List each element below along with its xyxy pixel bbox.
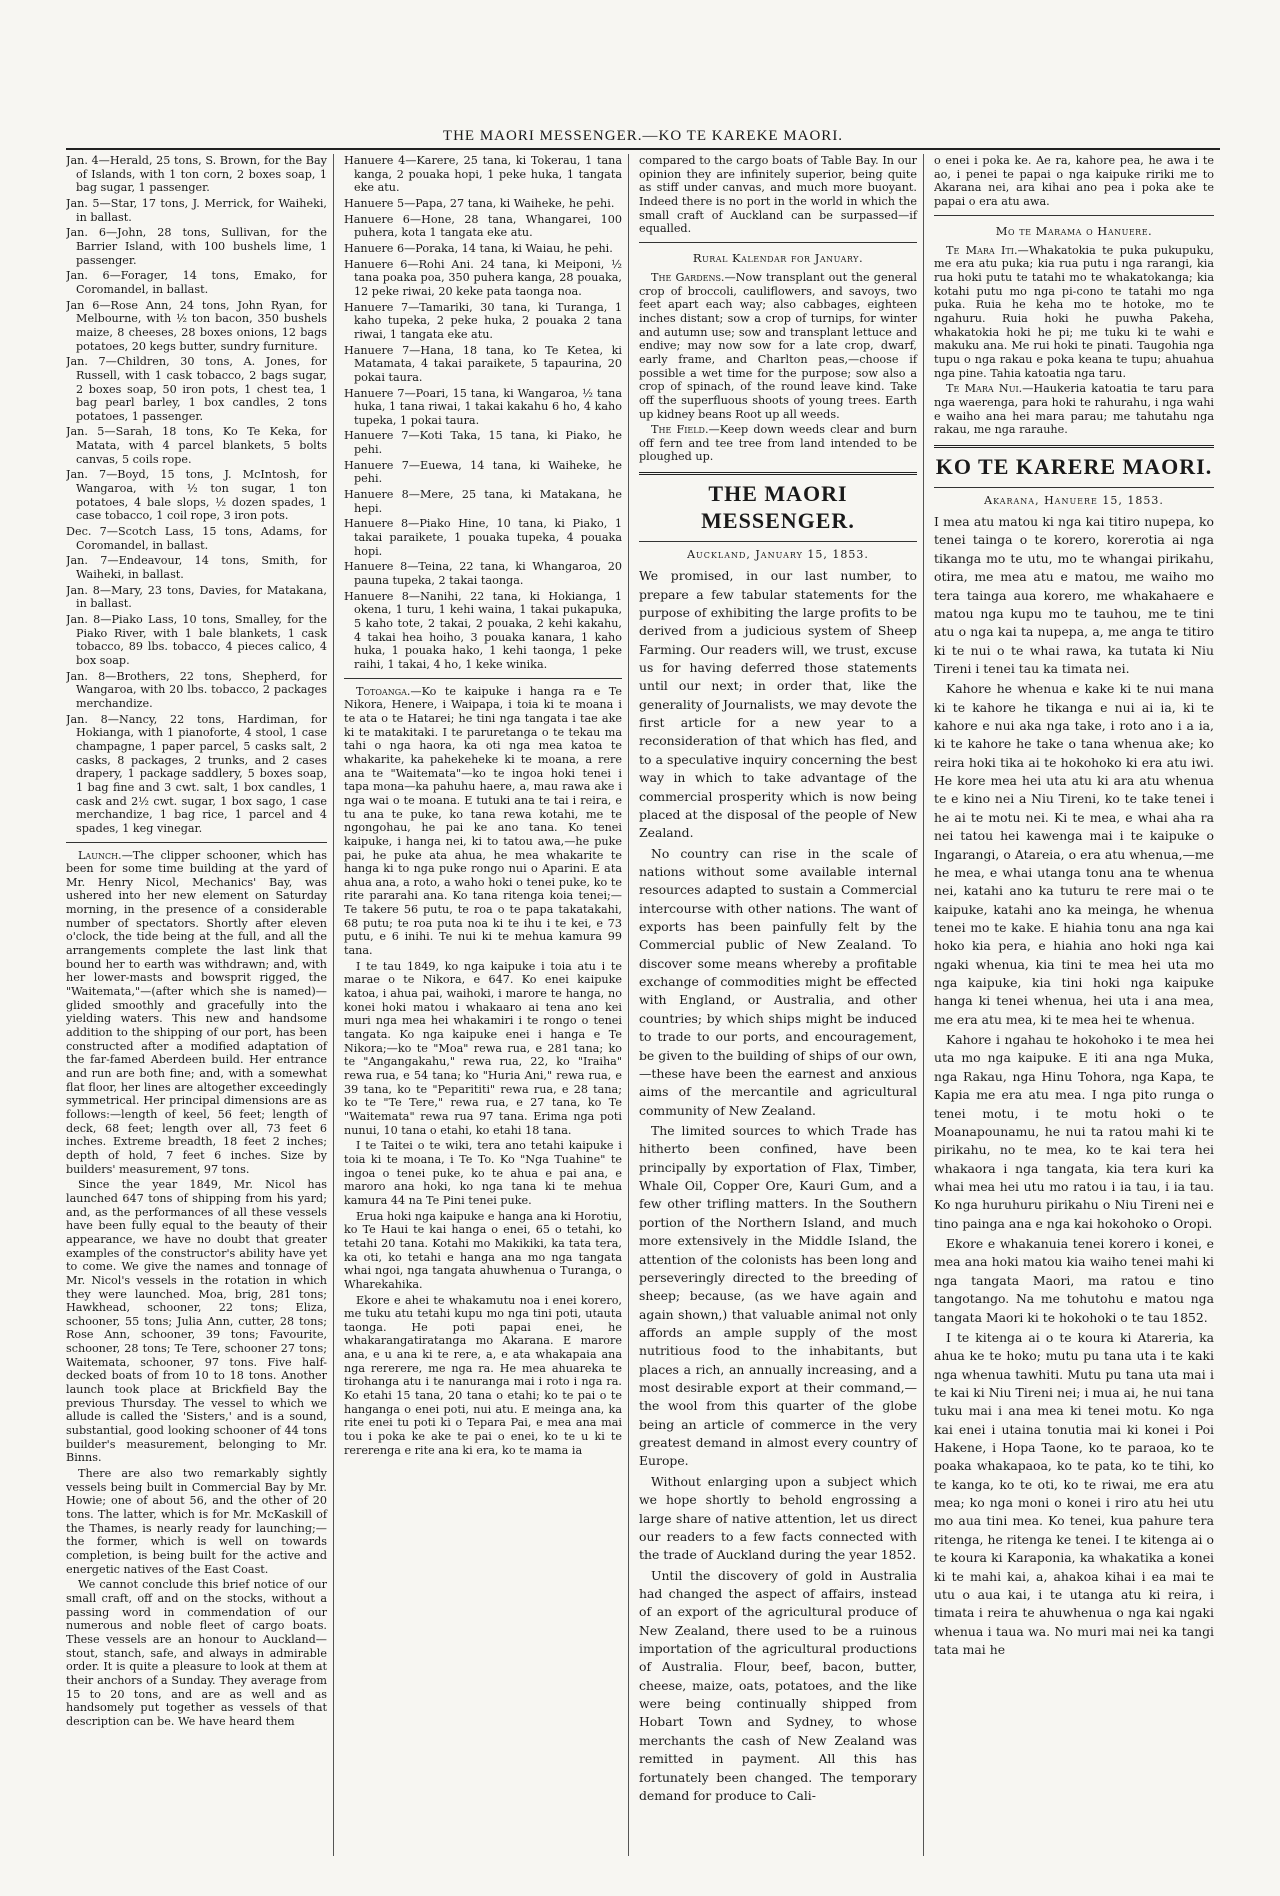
shipping-entry: Hanuere 6—Rohi Ani. 24 tana, ki Meiponi, ½ tana poaka poa, 350 puhera kanga, 28 pouaka, 12 peke riwai, 20 keke pata taonga noa. [344, 257, 622, 298]
shipping-entry: Jan 6—Rose Ann, 24 tons, John Ryan, for Melbourne, with ½ ton bacon, 350 bushels maize, 8 cheeses, 28 boxes onions, 12 bags potatoes, 20 kegs butter, sundry furniture. [66, 298, 327, 353]
shipping-entry: Jan. 7—Children, 30 tons, A. Jones, for Russell, with 1 cask tobacco, 2 bags sugar, 2 boxes soap, 50 iron pots, 1 chest tea, 1 bag pearl barley, 1 box candles, 2 tons potatoes, 1 passenger. [66, 355, 327, 423]
divider [639, 472, 917, 475]
shipping-entry: Jan. 6—John, 28 tons, Sullivan, for the Barrier Island, with 100 bushels lime, 1 passenger. [66, 226, 327, 267]
launch-paragraph: Since the year 1849, Mr. Nicol has launched 647 tons of shipping from his yard; and, as the performances of all these vessels have been fully equal to the beauty of their appearance, we have no doubt that greater examples of the constructor's ability have yet to come. We give the names and tonnage of Mr. Nicol's vessels in the rotation in which they were launched. Moa, brig, 281 tons; Hawkhead, schooner, 22 tons; Eliza, schooner, 55 tons; Julia Ann, cutter, 28 tons; Rose Ann, schooner, 39 tons; Favourite, schooner, 28 tons; Te Tere, schooner 27 tons; Waitemata, schooner, 97 tons. Five half-decked boats of from 10 to 18 tons. Another launch took place at Brickfield Bay the previous Thursday. The vessel to which we allude is called the 'Sisters,' and is a sound, substantial, good looking schooner of 44 tons builder's measurement, belonging to Mr. Binns. [66, 1178, 327, 1465]
editorial-paragraph: Kahore he whenua e kake ki te nui mana ki te kahore he tikanga e nui ai ia, ki te kahore e nui aka nga take, i roto ano i a ia, ki te kahore he take o tana whenua ake; ko reira hoki tika ai te hokohoko ki era atu iwi. He kore mea hei uta atu ki ara atu whenua te e kino nei a Niu Tireni, ko te take tenei i he ai te motu nei. Ki te mea, e whai aha ra nei tatou hei kawenga mai i te kaipuke o Ingarangi, o Atareia, o era atu whenua,—me he mea, e whai utanga tonu ana te whenua nei, katahi ano ka tuturu te rere mai o te kaipuke, katahi ano ka meinga, he whenua tenei mo te kake. E hiahia tonu ana nga kai hoko kia pera, e hiahia ano hoki nga kai ngaki whenua, kia tini te mea hei uta mo nga kaipuke, kia tini hoki nga kaipuke hanga ki tenei whenua, hei uta i ana mea, me era atu mea, ki te mea hei te whenua. [934, 681, 1214, 1027]
shipping-entry: Jan. 5—Sarah, 18 tons, Ko Te Keka, for Matata, with 4 parcel blankets, 5 bolts canvas, 5 coils rope. [66, 425, 327, 466]
divider [344, 678, 622, 679]
dateline-maori: Akarana, Hanuere 15, 1853. [984, 493, 1164, 507]
shipping-entry: Hanuere 7—Hana, 18 tana, ko Te Ketea, ki Matamata, 4 takai paraikete, 5 tapaurina, 20 pokai taura. [344, 343, 622, 384]
divider [66, 842, 327, 843]
shipping-entry: Hanuere 7—Poari, 15 tana, ki Wangaroa, ½ tana huka, 1 tana riwai, 1 takai kakahu 6 ho, 4 kaho tupeka, 1 pokai taura. [344, 386, 622, 427]
column-1 [66, 154, 334, 1856]
continued-paragraph: compared to the cargo boats of Table Bay. In our opinion they are infinitely superior, being quite as stiff under canvas, and much more buoyant. Indeed there is no port in the world in which the small craft of Auckland can be surpassed—if equalled. [639, 154, 917, 236]
shipping-entry: Jan. 8—Brothers, 22 tons, Shepherd, for Wangaroa, with 20 lbs. tobacco, 2 packages merchandize. [66, 669, 327, 710]
shipping-entry: Jan. 8—Piako Lass, 10 tons, Smalley, for the Piako River, with 1 bale blankets, 1 cask tobacco, 89 lbs. tobacco, 4 pieces calico, 4 box soap. [66, 613, 327, 667]
shipping-entry: Jan. 4—Herald, 25 tons, S. Brown, for the Bay of Islands, with 1 ton corn, 2 boxes soap, 1 bag sugar, 1 passenger. [66, 154, 327, 195]
shipping-entry: Jan. 5—Star, 17 tons, J. Merrick, for Waiheki, in ballast. [66, 196, 327, 224]
mara-iti-title: Te Mara Iti. [946, 243, 1018, 257]
totoanga-paragraph: Ekore e ahei te whakamutu noa i enei korero, me tuku atu tetahi kupu mo nga tini poti, utauta taonga. He poti papai enei, he whakarangatiratanga mo Akarana. E marore ana, e u ana ki te rere, a, e ata whakapaia ana nga rererere, me nga ra. He mea ahuareka te tirohanga atu i te nanuranga mai i roto i nga ra. Ko etahi 15 tana, 20 tana o etahi; ko te pai o te hanganga o enei poti, nui atu. E meinga ana, ka rite enei tu poti ki o Tepara Pai, e mea ana mai tou i poka ke ake te pai o enei, ko te u ki te rererenga e rite ana ki era, ko te mama ia [344, 1293, 622, 1457]
dateline-english: Auckland, January 15, 1853. [687, 547, 869, 561]
shipping-entry: Jan. 7—Endeavour, 14 tons, Smith, for Waiheki, in ballast. [66, 554, 327, 582]
column-4 [934, 154, 1220, 1856]
totoanga-paragraph: I te Taitei o te wiki, tera ano tetahi kaipuke i toia ki te moana, i Te To. Ko "Nga Tuahine" te ingoa o tenei puke, ko te ahua e pai ana, e maroro ana hoki, ko nga tana ki te mehua kamura 44 na Te Pini tenei puke. [344, 1139, 622, 1207]
header-rule [66, 148, 1220, 150]
shipping-entry: Hanuere 8—Nanihi, 22 tana, ki Hokianga, 1 okena, 1 turu, 1 kehi waina, 1 takai pukapuka, 5 kaho tote, 2 takai, 2 pouaka, 2 kehi kakahu, 4 takai hea hoiho, 3 pouaka kanara, 1 kaho huka, 1 pouaka hako, 1 kehi taonga, 1 peke raihi, 1 takai, 4 ho, 1 keke winika. [344, 589, 622, 671]
editorial-paragraph: We promised, in our last number, to prepare a few tabular statements for the purpose of exhibiting the large profits to be derived from a judicious system of Sheep Farming. Our readers will, we trust, excuse us for having deferred those statements until our next; in order that, like the generality of Journalists, we may devote the first article for a new year to a reconsideration of that which has fled, and to a speculative inquiry concerning the best way in which to take advantage of the commercial prosperity which is now being placed at the disposal of the people of New Zealand. [639, 568, 917, 841]
shipping-entry: Hanuere 7—Euewa, 14 tana, ki Waiheke, he pehi. [344, 458, 622, 486]
launch-paragraph: —The clipper schooner, which has been for some time building at the yard of Mr. Henry Nicol, Mechanics' Bay, was ushered into her new element on Saturday morning, in the presence of a considerable number of spectators. Shortly after eleven o'clock, the tide being at the full, and all the arrangements complete the last link that bound her to earth was withdrawn; and, with her lower-masts and bowsprit rigged, the "Waitemata,"—(after which she is named)—glided smoothly and gracefully into the yielding waters. This new and handsome addition to the shipping of our port, has been constructed after a modified adaptation of the far-famed Aberdeen build. Her entrance and run are both fine; and, with a somewhat flat floor, her lines are altogether exceedingly symmetrical. Her principal dimensions are as follows:—length of keel, 56 feet; length of deck, 68 feet; length over all, 73 feet 6 inches. Extreme breadth, 18 feet 2 inches; depth of hold, 7 feet 6 inches. Size by builders' measurement, 97 tons. [66, 848, 327, 1176]
editorial-paragraph: Ekore e whakanuia tenei korero i konei, e mea ana hoki matou kia waiho tenei mahi ki nga tangata Maori, ma ratou e tino tangotango. Na me tohutohu e matou nga tangata Maori ki te hokohoki o te tau 1852. [934, 1236, 1214, 1325]
editorial-maori [934, 513, 1214, 1659]
shipping-entry: Hanuere 5—Papa, 27 tana, ki Waiheke, he pehi. [344, 196, 615, 210]
editorial-english [639, 567, 917, 1805]
shipping-entry: Jan. 6—Forager, 14 tons, Emako, for Coromandel, in ballast. [66, 269, 327, 296]
shipping-entry: Jan. 7—Boyd, 15 tons, J. McIntosh, for Wangaroa, with ½ ton sugar, 1 ton potatoes, 4 bale slops, ½ dozen spades, 1 case tobacco, 1 coil rope, 3 iron pots. [66, 468, 327, 523]
mara-iti-paragraph [934, 244, 1214, 381]
totoanga-paragraph: I te tau 1849, ko nga kaipuke i toia atu i te marae o te Nikora, e 647. Ko enei kaipuke katoa, i ahua pai, waihoki, i marore te hanga, no konei hoki matou i whakaaro ai tena ano kei muri nga mea hei whakamiri i te rongo o tenei tangata. Ko nga kaipuke enei i hanga e Te Nikora;—ko te "Moa" rewa rua, e 281 tana; ko te "Angangakahu," rewa rua, 22, ko "Iraiha" rewa rua, e 54 tana; ko "Huria Ani," rewa rua, e 39 tana, ko te "Peparititi" rewa rua, e 28 tana; ko te "Te Tere," rewa rua, e 27 tana, ko Te "Waitemata" rewa rua 97 tana. Erima nga poti nunui, 10 tana o etahi, ko etahi 18 tana. [344, 959, 622, 1137]
shipping-entry: Hanuere 6—Poraka, 14 tana, ki Waiau, he pehi. [344, 241, 613, 255]
divider [639, 541, 917, 542]
shipping-entry: Dec. 7—Scotch Lass, 15 tons, Adams, for Coromandel, in ballast. [66, 525, 327, 552]
field-title: The Field. [651, 423, 709, 437]
shipping-entry: Hanuere 8—Mere, 25 tana, ki Matakana, he hepi. [344, 488, 622, 515]
divider [934, 215, 1214, 216]
column-3 [639, 154, 924, 1856]
launch-paragraph: There are also two remarkably sightly vessels being built in Commercial Bay by Mr. Howie; one of about 56, and the other of 20 tons. The latter, which is for Mr. McKaskill of the Thames, is nearly ready for launching;—the former, which is well on towards completion, is being built for the active and energetic natives of the East Coast. [66, 1467, 327, 1576]
running-header: THE MAORI MESSENGER.—KO TE KAREKE MAORI. [442, 128, 844, 144]
divider [934, 487, 1214, 488]
columns [66, 154, 1220, 1856]
mara-nui-title: Te Mara Nui. [946, 382, 1023, 396]
editorial-paragraph: I te kitenga ai o te koura ki Atareria, ka ahua ke te hoko; mutu pu tana uta i te kaki nga whenua tawhiti. Mutu pu tana uta mai i te kai ki Niu Tireni nei; i mua ai, he nui tana tuku mai i ana mea ki tenei motu. Ko nga kai enei i utaina tonutia mai ki konei i Poi Hakene, i Hopa Taone, ko te paraoa, ko te poaka whakapaoa, ko te pata, ko te tihi, ko te kanga, ko te oti, ko te riwai, me era atu mea; ko nga moni o konei i riro atu hei utu mo aua tini mea. Ko tenei, kua pahure tera ritenga, he ritenga ke tenei. I te kitenga ai o te koura ki Karaponia, ka whakatika a konei ki te mahi kai, a, ahakoa kihai i ea mai te utu o aua kai, i te utanga atu ki reira, i timata i reira te ahuwhenua o nga kai ngaki whenua i taua wa. No muri mai nei ka tangi tata mai he [934, 1329, 1214, 1657]
launch-title: Launch. [78, 848, 122, 862]
editorial-paragraph: Until the discovery of gold in Australia had changed the aspect of affairs, instead of an export of the agricultural produce of New Zealand, there used to be a ruinous importation of the agricultural productions of Australia. Flour, beef, bacon, butter, cheese, maize, oats, potatoes, and the like were being continually shipped from Hobart Town and Sydney, to whose merchants the cash of New Zealand was remitted in payment. All this has fortunately been changed. The temporary demand for produce to Cali- [639, 1567, 917, 1803]
totoanga-paragraph: —Ko te kaipuke i hanga ra e Te Nikora, Henere, i Waipapa, i toia ki te moana i te ata o te Hatarei; he tini nga tangata i tae ake ki te matakitaki. I te paruretanga o te tekau ma tahi o nga haora, ka oti nga mea katoa te whakarite, ka pahekeheke ki te moana, a rere ana te "Waitemata"—ko te ingoa hoki tenei i tapa mona—ka pahuhu haere, a, mau rawa ake i nga wai o te moana. E tutuki ana te tai i reira, e tu ana te puke, ko tana rewa kotahi, me te ngongohau, he pai ke ano tana. Ko tenei kaipuke, i hanga nei, ki to tatou awa,—he puke pai, he puke ata ahua, he mea whakarite te hanga ki to nga puke rongo nui o Aparini. E ata ahua ana, a roto, a waho hoki o tenei puke, ko te rite pararahi ana. Ko tana ritenga koia tenei;—Te takere 56 putu, te roa o te papa takatakahi, 68 putu; te roa puta noa ki te ihu i te kei, e 73 putu, e 6 inihi. Te nui ki te mehua kamura 99 tana. [344, 684, 622, 958]
editorial-paragraph: The limited sources to which Trade has hitherto been confined, have been principally by exportation of Flax, Timber, Whale Oil, Copper Ore, Kauri Gum, and a few other trifling matters. In the Southern portion of the Northern Island, and much more extensively in the Middle Island, the attention of the colonists has been long and perseveringly directed to the breeding of sheep; because, (as we have again and again shown,) that valuable animal not only affords an ample supply of the most nutritious food to the inhabitants, but places a rich, an annually increasing, and a most desirable export at their command,—the wool from this quarter of the globe being an article of commerce in the very greatest demand in almost every country of Europe. [639, 1122, 917, 1469]
totoanga-paragraph: Erua hoki nga kaipuke e hanga ana ki Horotiu, ko Te Haui te kai hanga o enei, 65 o tetahi, ko tetahi 20 tana. Kotahi mo Makikiki, ka tata tera, ka oti, ko tetahi e hanga ana mo nga tangata whai ngoi, nga tangata ahuwhenua o Turanga, o Wharekahika. [344, 1209, 622, 1291]
shipping-entry: Jan. 8—Nancy, 22 tons, Hardiman, for Hokianga, with 1 pianoforte, 4 stool, 1 case champagne, 1 paper parcel, 5 casks salt, 2 casks, 8 packages, 2 trunks, and 2 cases drapery, 1 package saddlery, 5 boxes soap, 1 bag fine and 3 cwt. salt, 1 box candles, 1 cask and 2½ cwt. sugar, 1 box sago, 1 case merchandize, 1 bag rice, 1 parcel and 4 spades, 1 keg vinegar. [66, 712, 327, 835]
launch-paragraph: We cannot conclude this brief notice of our small craft, off and on the stocks, without a passing word in commendation of our numerous and noble fleet of cargo boats. These vessels are an honour to Auckland—stout, stanch, safe, and always in admirable order. It is quite a pleasure to look at them at their anchors of a Sunday. They average from 15 to 20 tons, and are as well and as handsomely put together as vessels of that description can be. We have heard them [66, 1578, 327, 1728]
mara-nui-paragraph [934, 382, 1214, 437]
editorial-paragraph: Without enlarging upon a subject which we hope shortly to behold engrossing a large share of native attention, let us direct our readers to a few facts connected with the trade of Auckland during the year 1852. [639, 1473, 917, 1563]
editorial-paragraph: Kahore i ngahau te hokohoko i te mea hei uta mo nga kaipuke. E iti ana nga Muka, nga Rakau, nga Hinu Tohora, nga Kapa, te Kapia me era atu mea. I nga pito runga o tenei motu, i te motu hoki o te Moanapounamu, he nui ta ratou mahi ki te pirikahu, no te mea, ko te kai tera hei whakaora i nga tangata, kia tera kuri ka whai mea hei utu mo ratou i ia tau, i ia tau. Ko nga huruhuru pirikahu o Niu Tireni nei e tino painga ana e nga kai hokohoko o Oropi. [934, 1032, 1214, 1231]
gardens-paragraph [639, 271, 917, 421]
editorial-paragraph: I mea atu matou ki nga kai titiro nupepa, ko tenei tainga o te korero, korerotia ai nga tikanga mo te utu, mo te whangai pirikahu, otira, me mea atu e matou, me waiho mo tera tainga aua korero, me whakahaere e matou nga kupu mo te tauhou, me te tini atu o nga kai ta nupepa, a, me anga te titiro ki te nui o te whai rawa, ka tutata ki Niu Tireni i tenei tau ka timata nei. [934, 514, 1214, 676]
divider [639, 242, 917, 243]
rural-kalendar-heading: Rural Kalendar for January. [692, 250, 864, 265]
shipping-entry: Jan. 8—Mary, 23 tons, Davies, for Matakana, in ballast. [66, 583, 327, 611]
totoanga-article [344, 685, 622, 958]
field-paragraph [639, 423, 917, 464]
divider [934, 445, 1214, 448]
gardens-title: The Gardens. [651, 270, 725, 284]
shipping-entry: Hanuere 7—Tamariki, 30 tana, ki Turanga, 1 kaho tupeka, 2 peke huka, 2 pouaka 2 tana riwai, 1 tangata eke atu. [344, 300, 622, 341]
shipping-entry: Hanuere 8—Teina, 22 tana, ki Whangaroa, 20 pauna tupeka, 2 takai taonga. [344, 560, 622, 588]
shipping-entry: Hanuere 6—Hone, 28 tana, Whangarei, 100 puhera, kota 1 tangata eke atu. [344, 212, 622, 240]
shipping-list-english [66, 154, 327, 836]
shipping-entry: Hanuere 4—Karere, 25 tana, ki Tokerau, 1 tana kanga, 2 pouaka hopi, 1 peke huka, 1 tangata eke atu. [344, 154, 622, 195]
marama-heading: Mo te Marama o Hanuere. [995, 223, 1153, 238]
shipping-entry: Hanuere 7—Koti Taka, 15 tana, ki Piako, he pehi. [344, 429, 622, 457]
newspaper-banner-english: THE MAORI MESSENGER. [701, 481, 855, 533]
launch-article [66, 849, 327, 1177]
mara-iti-text: —Whakatokia te puka pukupuku, me era atu puka; kia rua putu i nga rarangi, kia rua hoki putu te tatahi mo te whakatokanga; kia kotahi putu mo nga pi-cono te tatahi mo nga puka. Ruia he keha mo te hotoke, mo te ngahuru. Ruia hoki he puwha Pakeha, whakatokia hoki he pi; me tuku ki te wahi e makuku ana. Me rui hoki te pinati. Taugohia nga tupu o nga rakau e poka keana te tupu; ahuahua nga pine. Tahia katoatia nga taru. [934, 243, 1214, 380]
continued-paragraph: o enei i poka ke. Ae ra, kahore pea, he awa i te ao, i penei te papai o nga kaipuke ririki me to Akarana nei, ara kihai ano pea i poka ake te papai o era atu awa. [934, 154, 1214, 208]
column-2 [344, 154, 629, 1856]
totoanga-title: Totoanga. [356, 684, 411, 698]
shipping-entry: Hanuere 8—Piako Hine, 10 tana, ki Piako, 1 takai paraikete, 1 pouaka tupeka, 4 pouaka hopi. [344, 517, 622, 558]
newspaper-banner-maori: KO TE KARERE MAORI. [935, 453, 1213, 479]
mara-nui-text: —Haukeria katoatia te taru para nga waerenga, para hoki te rahurahu, i nga wahi e waiho ana hei mara parau; me tahutahu nga rakau, me nga rarauhe. [934, 382, 1214, 437]
gardens-text: —Now transplant out the general crop of broccoli, cauliflowers, and savoys, two feet apart each way; also cabbages, eighteen inches distant; sow a crop of turnips, for winter and autumn use; sow and transplant lettuce and endive; may now sow for a late crop, dwarf, early frame, and Charlton peas,—choose if possible a wet time for the purpose; sow also a crop of spinach, of the round leave kind. Take off the superfluous shoots of young trees. Earth up kidney beans Root up all weeds. [639, 270, 917, 421]
field-text: —Keep down weeds clear and burn off fern and tee tree from land intended to be ploughed up. [639, 423, 917, 464]
shipping-list-maori [344, 154, 622, 672]
editorial-paragraph: No country can rise in the scale of nations without some available internal resources adapted to sustain a Commercial intercourse with other nations. The want of exports has been painfully felt by the Commercial public of New Zealand. To discover some means whereby a profitable exchange of commodities might be effected with England, or Australia, and other countries; by which ships might be induced to trade to our ports, and encouragement, be given to the building of ships of our own,—these have been the earnest and anxious aims of the mercantile and agricultural community of New Zealand. [639, 845, 917, 1118]
